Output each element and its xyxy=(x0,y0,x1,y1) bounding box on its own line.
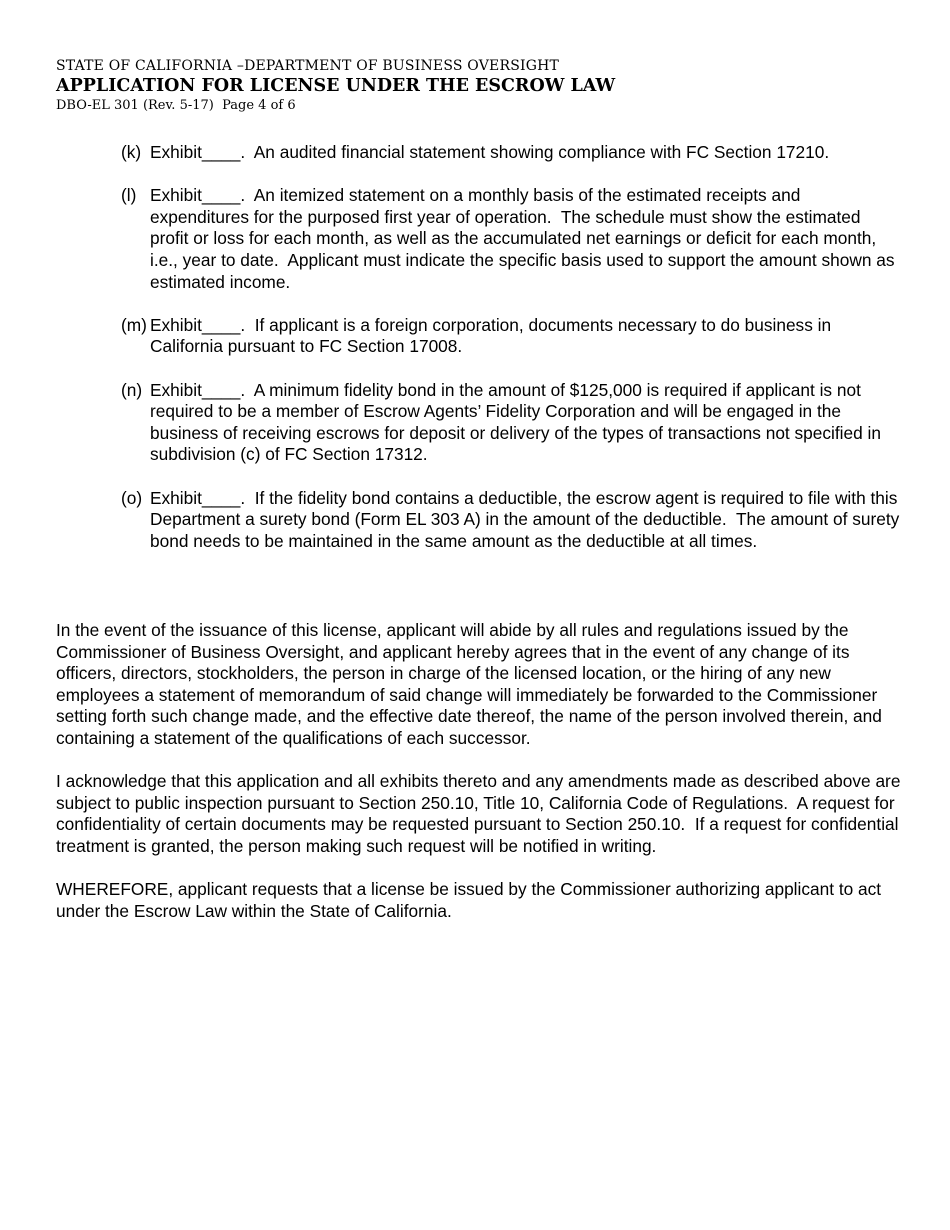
exhibit-letter: (k) xyxy=(121,142,142,162)
exhibit-letter: (m) xyxy=(121,314,147,335)
agency-name: STATE OF CALIFORNIA –DEPARTMENT OF BUSINESS OVERSIGHT xyxy=(56,58,560,74)
form-title: APPLICATION FOR LICENSE UNDER THE ESCROW LAW xyxy=(56,76,616,96)
page-header xyxy=(56,57,615,115)
exhibit-item-k xyxy=(121,142,901,164)
exhibit-list xyxy=(121,142,905,574)
exhibit-item-n xyxy=(121,380,901,466)
exhibit-item-o xyxy=(121,487,905,553)
wherefore-paragraph: WHEREFORE, applicant requests that a license be issued by the Commissioner authorizing applicant to act under the Escrow Law within the State of California. xyxy=(56,879,886,921)
exhibit-text: Exhibit____. If applicant is a foreign corporation, documents necessary to do business in California pursuant to FC Section 17008. xyxy=(150,314,836,357)
agreement-section xyxy=(56,620,906,944)
exhibit-text: Exhibit____. An itemized statement on a monthly basis of the estimated receipts and expenditures for the purposed first year of operation. The schedule must show the estimated profit or loss for each month, as well as the accumulated net earnings or deficit for each month, i.e., year to date. Applicant must indicate the specific basis used to support the amount shown as estimated income. xyxy=(150,185,900,292)
exhibit-letter: (l) xyxy=(121,185,137,206)
exhibit-item-l xyxy=(121,185,901,293)
exhibit-letter: (n) xyxy=(121,379,143,400)
acknowledgement-paragraph: I acknowledge that this application and all exhibits thereto and any amendments made as described above are subject to public inspection pursuant to Section 250.10, Title 10, California Code of Regulations. A request for confidentiality of certain documents may be requested pursuant to Section 250.10. If a request for confidential treatment is granted, the person making such request will be notified in writing. xyxy=(56,771,906,856)
exhibit-text: Exhibit____. A minimum fidelity bond in the amount of $125,000 is required if applicant is not required to be a member of Escrow Agents’ Fidelity Corporation and will be engaged in the business of receiving escrows for deposit or delivery of the types of transactions not specified in subdivision (c) of FC Section 17312. xyxy=(150,379,886,465)
exhibit-text: Exhibit____. An audited financial statement showing compliance with FC Section 17210. xyxy=(150,142,830,162)
exhibit-text: Exhibit____. If the fidelity bond contains a deductible, the escrow agent is required to file with this Department a surety bond (Form EL 303 A) in the amount of the deductible. The amount of surety bond needs to be maintained in the same amount as the deductible at all times. xyxy=(150,487,905,551)
form-number-page: DBO-EL 301 (Rev. 5-17) Page 4 of 6 xyxy=(56,98,296,113)
agreement-paragraph: In the event of the issuance of this license, applicant will abide by all rules and regulations issued by the Commissioner of Business Oversight, and applicant hereby agrees that in the event of any change of its officers, directors, stockholders, the person in charge of the licensed location, or the hiring of any new employees a statement of memorandum of said change will immediately be forwarded to the Commissioner setting forth such change made, and the effective date thereof, the name of the person involved therein, and containing a statement of the qualifications of each successor. xyxy=(56,620,887,748)
exhibit-item-m xyxy=(121,315,901,358)
exhibit-letter: (o) xyxy=(121,487,143,508)
